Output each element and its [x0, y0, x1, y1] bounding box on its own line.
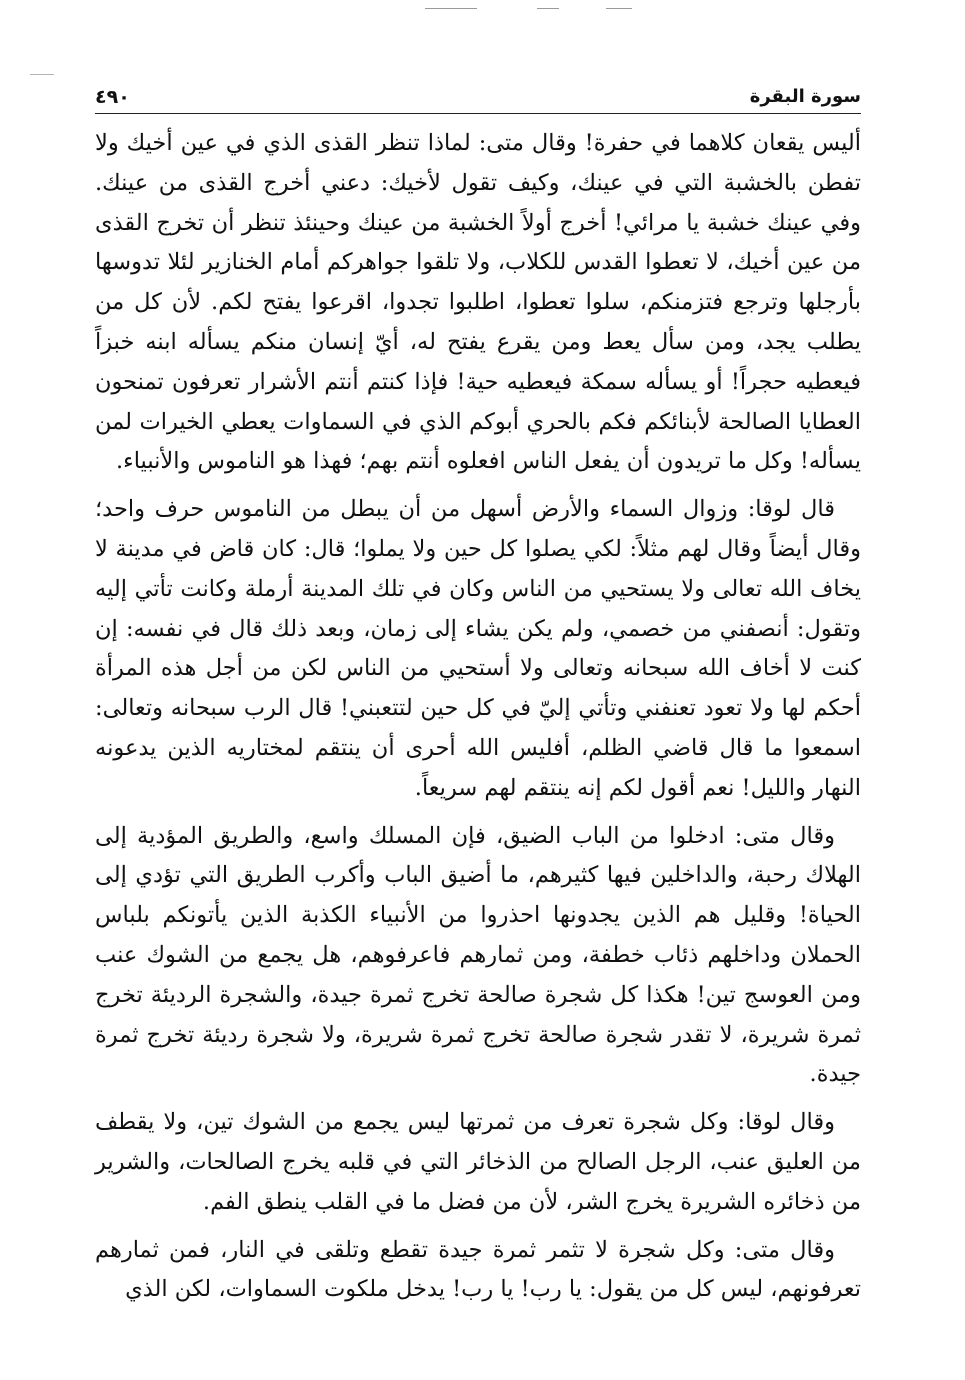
scan-artifact: [537, 8, 559, 9]
paragraph: قال لوقا: وزوال السماء والأرض أسهل من أن يبطل من الناموس حرف واحد؛ وقال أيضاً وقال لهم مثلاً: لكي يصلوا كل حين ولا يملوا؛ قال: كان قاض في مدينة لا يخاف الله تعالى ولا يستحيي من الناس وكان في تلك المدينة أرملة وكانت تأتي إليه وتقول: أنصفني من خصمي، ولم يكن يشاء إلى زمان، وبعد ذلك قال في نفسه: إن كنت لا أخاف الله سبحانه وتعالى ولا أستحيي من الناس لكن من أجل هذه المرأة أحكم لها ولا تعود تعنفني وتأتي إليّ في كل حين لتتعبني! قال الرب سبحانه وتعالى: اسمعوا ما قال قاضي الظلم، أفليس الله أحرى أن ينتقم لمختاريه الذين يدعونه النهار والليل! نعم أقول لكم إنه ينتقم لهم سريعاً.: [95, 496, 861, 801]
page-number: ٤٩٠: [95, 86, 130, 108]
paragraph: أليس يقعان كلاهما في حفرة! وقال متى: لماذا تنظر القذى الذي في عين أخيك ولا تفطن بالخشبة التي في عينك، وكيف تقول لأخيك: دعني أخرج القذى من عينك. وفي عينك خشبة يا مرائي! أخرج أولاً الخشبة من عينك وحينئذ تنظر أن تخرج القذى من عين أخيك، لا تعطوا القدس للكلاب، ولا تلقوا جواهركم أمام الخنازير لئلا تدوسها بأرجلها وترجع فتزمنكم، سلوا تعطوا، اطلبوا تجدوا، اقرعوا يفتح لكم. لأن كل من يطلب يجد، ومن سأل يعط ومن يقرع يفتح له، أيّ إنسان منكم يسأله ابنه خبزاً فيعطيه حجراً! أو يسأله سمكة فيعطيه حية! فإذا كنتم أنتم الأشرار تعرفون تمنحون العطايا الصالحة لأبنائكم فكم بالحري أبوكم الذي في السماوات يعطي الخيرات لمن يسأله! وكل ما تريدون أن يفعل الناس افعلوه أنتم بهم؛ فهذا هو الناموس والأنبياء.: [95, 130, 861, 475]
paragraph: وقال لوقا: وكل شجرة تعرف من ثمرتها ليس يجمع من الشوك تين، ولا يقطف من العليق عنب، الرجل الصالح من الذخائر التي في قلبه يخرج الصالحات، والشرير من ذخائره الشريرة يخرج الشر، لأن من فضل ما في القلب ينطق الفم.: [95, 1109, 861, 1215]
paragraph: وقال متى: ادخلوا من الباب الضيق، فإن المسلك واسع، والطريق المؤدية إلى الهلاك رحبة، والداخلين فيها كثيرهم، ما أضيق الباب وأكرب الطريق التي تؤدي إلى الحياة! وقليل هم الذين يجدونها احذروا من الأنبياء الكذبة الذين يأتونكم بلباس الحملان وداخلهم ذئاب خطفة، ومن ثمارهم فاعرفوهم، هل يجمع من الشوك عنب ومن العوسج تين! هكذا كل شجرة صالحة تخرج ثمرة جيدة، والشجرة الرديئة تخرج ثمرة شريرة، لا تقدر شجرة صالحة تخرج ثمرة شريرة، ولا شجرة رديئة تخرج ثمرة جيدة.: [95, 822, 861, 1088]
scan-artifact: [425, 8, 477, 9]
scan-artifact: [30, 74, 54, 75]
running-header: [95, 74, 861, 114]
body-text: [95, 124, 861, 1310]
chapter-title: سورة البقرة: [749, 86, 861, 107]
scan-artifact: [606, 8, 632, 9]
paragraph: وقال متى: وكل شجرة لا تثمر ثمرة جيدة تقطع وتلقى في النار، فمن ثمارهم تعرفونهم، ليس كل من يقول: يا رب! يا رب! يدخل ملكوت السماوات، لكن الذي: [95, 1236, 861, 1303]
